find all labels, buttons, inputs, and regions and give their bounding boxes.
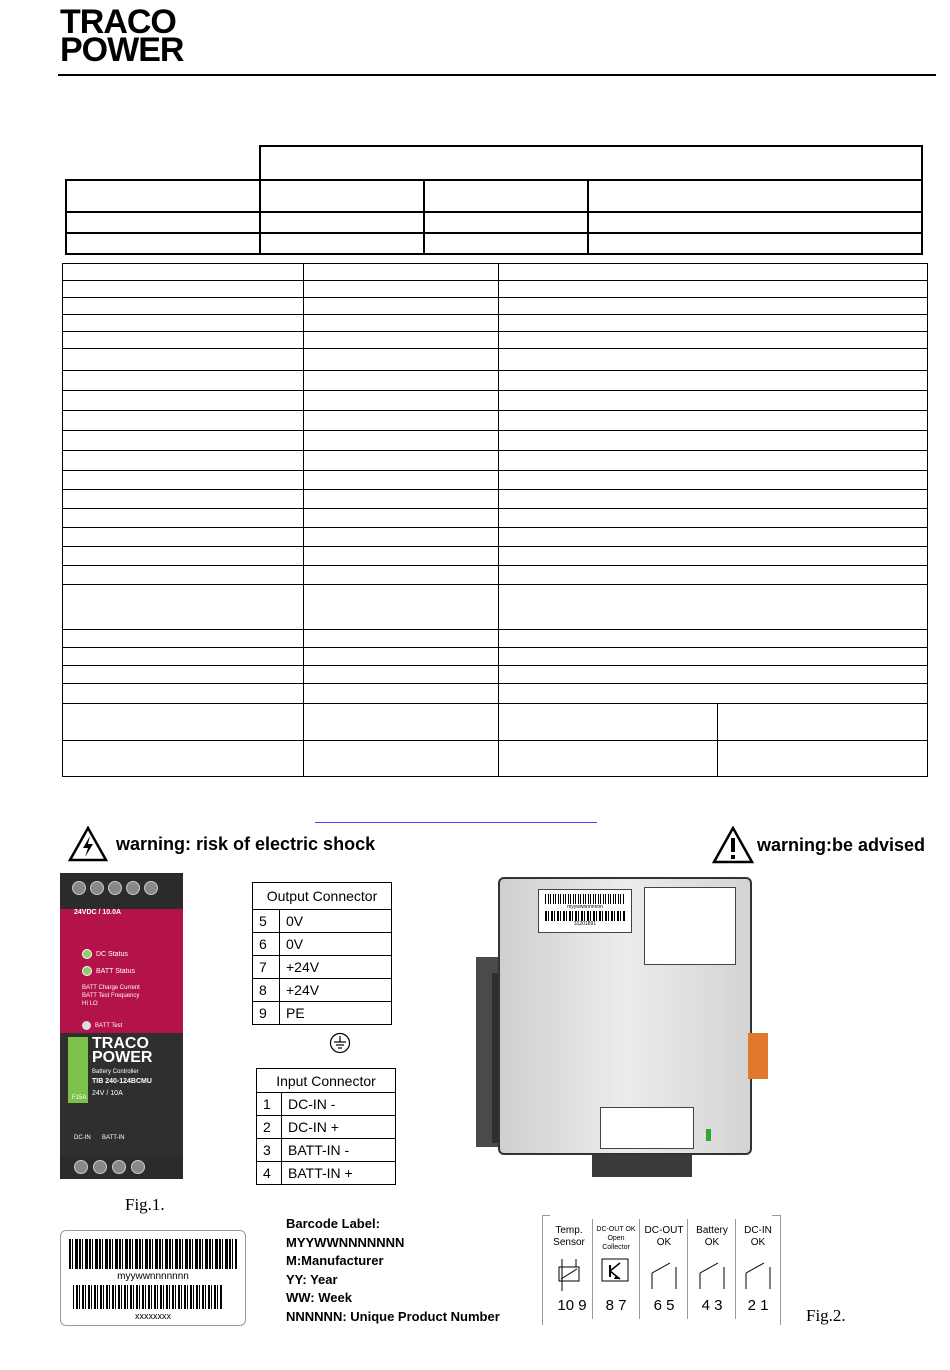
dc-out-ok-pins: 6 5 [653,1297,675,1314]
device-brand-line1: TRACO [92,1035,149,1052]
side-info-label [644,887,736,965]
header-rule [58,74,936,76]
dc-status-led-icon [82,949,92,959]
side-barcode-code1: myywwnnnnnnn [567,904,603,910]
battery-ok-pins: 4 3 [701,1297,723,1314]
dc-status-label: DC Status [96,950,128,958]
input-pin: 2 [257,1116,282,1139]
fig1-caption: Fig.1. [125,1195,165,1214]
batt-in-label: BATT-IN [102,1135,125,1141]
barcode-legend-line: YY: Year [286,1271,338,1287]
input-pin: 4 [257,1162,282,1185]
side-terminal-label [600,1107,694,1149]
device-front-image [60,873,183,1193]
barcode-legend-line: MYYWWNNNNNNN [286,1234,405,1250]
header-spec-table [65,145,923,255]
device-side-image [476,873,776,1183]
fig2-caption: Fig.2. [806,1306,846,1325]
output-pin-label: +24V [280,956,392,979]
side-orange-connector [748,1033,768,1079]
barcode-legend-line: M:Manufacturer [286,1253,384,1268]
input-pin-label: BATT-IN - [282,1139,396,1162]
side-status-led-icon [706,1129,711,1141]
side-barcode-code2: 31201891 [573,921,597,927]
caution-warning-icon [712,826,754,864]
output-pin: 7 [253,956,280,979]
battery-ok-label: Battery OK [696,1225,728,1248]
output-pin-label: 0V [280,910,392,933]
temp-sensor-label: Temp. Sensor [553,1225,585,1248]
input-pin-label: BATT-IN + [282,1162,396,1185]
input-connector-table [256,1068,396,1185]
device-product-type: Battery Controller [92,1069,139,1075]
barcode-sample-line2: xxxxxxxx [135,1311,171,1321]
device-output-label: 24VDC / 10.0A [74,909,122,916]
barcode-sample-label [60,1230,246,1326]
traco-power-logo [60,3,184,69]
output-pin-label: 0V [280,933,392,956]
barcode-legend-line: Barcode Label: [286,1216,380,1231]
input-pin-label: DC-IN + [282,1116,396,1139]
logo-line1: TRACO [60,3,176,41]
batt-status-label: BATT Status [96,967,136,975]
input-pin: 1 [257,1093,282,1116]
barcode-sample-line1: myywwnnnnnnn [117,1271,189,1282]
batt-test-freq-label: BATT Test Frequency [82,993,140,999]
battery-relay-icon [696,1261,730,1294]
output-pin-label: PE [280,1002,392,1025]
dc-in-ok-label: DC-IN OK [744,1225,772,1248]
barcode-legend-line: WW: Week [286,1290,352,1305]
device-brand-line2: POWER [92,1049,153,1066]
output-connector-table [252,882,392,1025]
advised-warning-text: warning:be advised [757,835,926,855]
dc-out-ok-label: DC-OUT OK [644,1225,684,1248]
batt-test-label: BATT Test [95,1022,123,1029]
dc-out-oc-pins: 8 7 [605,1297,627,1314]
batt-test-button-icon[interactable] [82,1021,91,1030]
main-spec-table [62,263,928,777]
dc-in-ok-pins: 2 1 [747,1297,769,1314]
hilo-label: HI LO [82,1001,98,1007]
logo-line2: POWER [60,31,184,69]
input-pin-label: DC-IN - [282,1093,396,1116]
batt-charge-label: BATT Charge Current [82,985,140,991]
dc-out-oc-label: DC-OUT OK Open Collector [596,1226,636,1251]
output-pin-label: +24V [280,979,392,1002]
dc-in-relay-icon [742,1261,776,1294]
hyperlink-underline[interactable] [315,822,597,823]
output-pin: 8 [253,979,280,1002]
output-connector-title: Output Connector [253,883,392,910]
device-model: TIB 240-124BCMU [92,1078,152,1085]
barcode-legend-line: NNNNNN: Unique Product Number [286,1308,500,1324]
terminal-diagram [542,1215,782,1325]
input-pin: 3 [257,1139,282,1162]
temp-sensor-pins: 10 9 [557,1297,587,1314]
output-pin: 5 [253,910,280,933]
barcode-legend [286,1215,500,1326]
device-rating: 24V / 10A [92,1090,123,1097]
fuse-holder [68,1037,88,1103]
shock-warning-text: warning: risk of electric shock [116,834,376,854]
batt-status-led-icon [82,966,92,976]
output-pin: 6 [253,933,280,956]
earth-ground-icon [329,1032,351,1054]
open-collector-icon [600,1257,630,1296]
side-barcode-label [538,889,632,933]
electric-shock-warning-icon [68,826,108,862]
fuse-label: F15A [72,1095,87,1101]
dc-in-label: DC-IN [74,1135,91,1141]
thermistor-icon [558,1259,582,1296]
input-connector-title: Input Connector [257,1069,396,1093]
output-pin: 9 [253,1002,280,1025]
dc-out-relay-icon [648,1261,682,1294]
